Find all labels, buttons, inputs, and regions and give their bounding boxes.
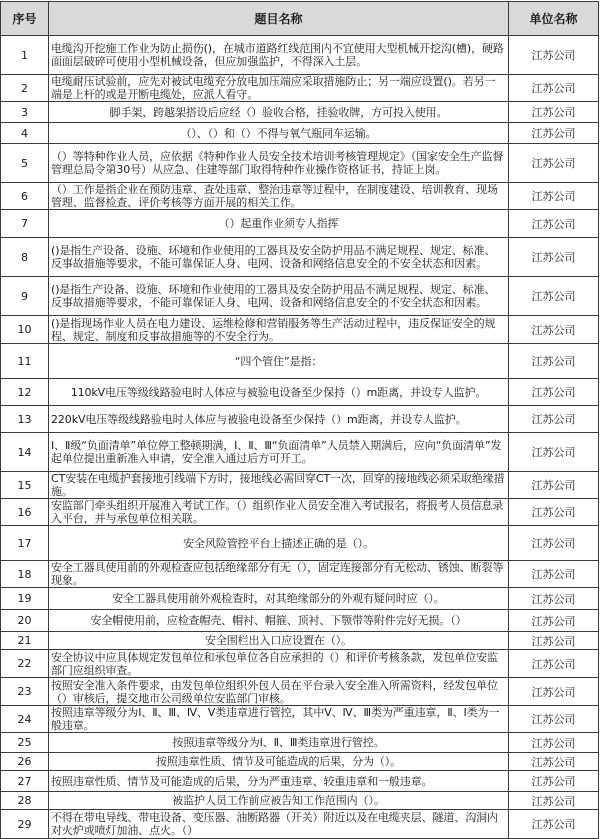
table-row — [1, 316, 599, 344]
row-number: 27 — [1, 771, 49, 792]
row-title: 安全工器具使用前的外观检查应包括绝缘部分有无（），固定连接部分有无松动、锈蚀、断裂等现象。 — [49, 561, 509, 588]
row-unit: 江苏公司 — [509, 75, 599, 102]
row-unit: 江苏公司 — [509, 210, 599, 238]
table-row — [1, 277, 599, 316]
row-number: 11 — [1, 344, 49, 379]
row-number: 24 — [1, 706, 49, 733]
row-title: ()是指现场作业人员在电力建设、运维检修和营销服务等生产活动过程中，违反保证安全的规程、规定、制度和反事故措施等的不安全行为。 — [49, 316, 509, 344]
row-unit: 江苏公司 — [509, 344, 599, 379]
row-unit: 江苏公司 — [509, 753, 599, 771]
row-title: 电缆耐压试验前，应先对被试电缆充分放电加压端应采取措施防止；另一端应设置()。若另一端是上杆的或是开断电缆处，应派人看守。 — [49, 75, 509, 102]
row-number: 14 — [1, 433, 49, 472]
row-number: 9 — [1, 277, 49, 316]
row-title: 安全围栏出入口应设置在（）。 — [49, 632, 509, 650]
table-row — [1, 123, 599, 144]
table-row — [1, 771, 599, 792]
table-row — [1, 183, 599, 210]
row-unit: 江苏公司 — [509, 406, 599, 433]
header-no: 序号 — [1, 2, 49, 36]
row-unit: 江苏公司 — [509, 588, 599, 610]
table-row — [1, 344, 599, 379]
row-number: 3 — [1, 102, 49, 123]
row-title: 按照违章性质、情节及可能造成的后果，分为严重违章、较重违章和一般违章。 — [49, 771, 509, 792]
row-unit: 江苏公司 — [509, 123, 599, 144]
row-unit: 江苏公司 — [509, 183, 599, 210]
row-unit: 江苏公司 — [509, 650, 599, 678]
table-row — [1, 733, 599, 753]
row-title: 脚手架、跨越架搭设后应经（）验收合格，挂验收牌，方可投入使用。 — [49, 102, 509, 123]
row-unit: 江苏公司 — [509, 433, 599, 472]
table-row — [1, 433, 599, 472]
row-title: （）起重作业须专人指挥 — [49, 210, 509, 238]
row-number: 23 — [1, 678, 49, 706]
table-row — [1, 588, 599, 610]
row-number: 19 — [1, 588, 49, 610]
row-title: 按照安全准入条件要求，由发包单位组织外包人员在平台录入安全准入所需资料，经发包单位（）审核后，提交地市公司级单位安监部门审核。 — [49, 678, 509, 706]
row-title: 电缆沟开挖施工作业为防止损伤()，在城市道路红线范围内不宜使用大型机械开挖沟(槽)，硬路面面层破碎可使用小型机械设备，但应加强监护，不得深入土层。 — [49, 36, 509, 75]
row-title: “四个管住”是指： — [49, 344, 509, 379]
table-row — [1, 144, 599, 183]
table-row — [1, 792, 599, 810]
row-title: 安全帽使用前，应检查帽壳、帽衬、帽箍、顶衬、下颚带等附件完好无损。（） — [49, 610, 509, 632]
row-unit: 江苏公司 — [509, 238, 599, 277]
row-title: 按照违章等级分为Ⅰ、Ⅱ、Ⅲ类违章进行管控。 — [49, 733, 509, 753]
row-title: 安全风险管控平台上描述正确的是（）。 — [49, 526, 509, 561]
table-row — [1, 706, 599, 733]
row-title: 安监部门牵头组织开展准入考试工作。（）组织作业人员安全准入考试报名，将报考人员信息录入平台，并与承包单位相关联。 — [49, 499, 509, 526]
table-row — [1, 75, 599, 102]
row-unit: 江苏公司 — [509, 733, 599, 753]
row-unit: 江苏公司 — [509, 36, 599, 75]
row-unit: 江苏公司 — [509, 632, 599, 650]
row-unit: 江苏公司 — [509, 316, 599, 344]
table-row — [1, 499, 599, 526]
table-row — [1, 632, 599, 650]
table-row — [1, 650, 599, 678]
row-number: 20 — [1, 610, 49, 632]
row-title: 110kV电压等级线路验电时人体应与被验电设备至少保持（）m距离，并设专人监护。 — [49, 379, 509, 406]
row-title: ()是指生产设备、设施、环境和作业使用的工器具及安全防护用品不满足规程、规定、标准、反事故措施等要求，不能可靠保证人身、电网、设备和网络信息安全的不安全状态和因素。 — [49, 277, 509, 316]
row-number: 5 — [1, 144, 49, 183]
table-row — [1, 561, 599, 588]
row-unit: 江苏公司 — [509, 610, 599, 632]
row-title: 安全协议中应具体规定发包单位和承包单位各自应承担的（）和评价考核条款，发包单位安监部门应组织审查。 — [49, 650, 509, 678]
row-number: 6 — [1, 183, 49, 210]
row-unit: 江苏公司 — [509, 706, 599, 733]
row-number: 4 — [1, 123, 49, 144]
row-number: 1 — [1, 36, 49, 75]
row-number: 15 — [1, 472, 49, 499]
row-number: 7 — [1, 210, 49, 238]
row-title: 不得在带电导线、带电设备、变压器、油断路器（开关）附近以及在电缆夹层、隧道、沟洞内对火炉或喷灯加油、点火。（） — [49, 810, 509, 839]
header-unit: 单位名称 — [509, 2, 599, 36]
row-title: 安全工器具使用前外观检查时，对其绝缘部分的外观有疑问时应（）。 — [49, 588, 509, 610]
row-number: 29 — [1, 810, 49, 839]
table-row — [1, 526, 599, 561]
table-row — [1, 472, 599, 499]
row-unit: 江苏公司 — [509, 379, 599, 406]
row-title: 按照违章性质、情节及可能造成的后果，分为（）。 — [49, 753, 509, 771]
table-row — [1, 210, 599, 238]
row-title: ()是指生产设备、设施、环境和作业使用的工器具及安全防护用品不满足规程、规定、标准、反事故措施等要求，不能可靠保证人身、电网、设备和网络信息安全的不安全状态和因素。 — [49, 238, 509, 277]
row-unit: 江苏公司 — [509, 499, 599, 526]
row-unit: 江苏公司 — [509, 792, 599, 810]
row-unit: 江苏公司 — [509, 144, 599, 183]
table-row — [1, 610, 599, 632]
row-unit: 江苏公司 — [509, 526, 599, 561]
row-number: 10 — [1, 316, 49, 344]
table-row — [1, 379, 599, 406]
row-number: 17 — [1, 526, 49, 561]
row-title: 按照违章等级分为Ⅰ、Ⅱ、Ⅲ、Ⅳ、Ⅴ类违章进行管控，其中Ⅴ、Ⅳ、Ⅲ类为严重违章，Ⅱ、Ⅰ类为一般违章。 — [49, 706, 509, 733]
row-number: 16 — [1, 499, 49, 526]
row-unit: 江苏公司 — [509, 102, 599, 123]
table-row — [1, 102, 599, 123]
table-row — [1, 406, 599, 433]
row-number: 25 — [1, 733, 49, 753]
row-title: 被监护人员工作前应被告知工作范围内（）。 — [49, 792, 509, 810]
row-title: （）、（）和（）不得与氧气瓶同车运输。 — [49, 123, 509, 144]
row-unit: 江苏公司 — [509, 561, 599, 588]
row-unit: 江苏公司 — [509, 810, 599, 839]
row-unit: 江苏公司 — [509, 771, 599, 792]
row-number: 26 — [1, 753, 49, 771]
table-row — [1, 810, 599, 839]
row-title: （）工作是指企业在预防违章、查处违章、整治违章等过程中，在制度建设、培训教育、现场管理、监督检查、评价考核等方面开展的相关工作。 — [49, 183, 509, 210]
row-unit: 江苏公司 — [509, 472, 599, 499]
table-row — [1, 753, 599, 771]
question-table — [0, 1, 599, 839]
table-header-row — [1, 2, 599, 36]
row-title: CT安装在电缆护套接地引线端下方时，接地线必需回穿CT一次，回穿的接地线必须采取绝缘措施。 — [49, 472, 509, 499]
row-title: 220kV电压等级线路验电时人体应与被验电设备至少保持（）m距离，并设专人监护。 — [49, 406, 509, 433]
row-number: 28 — [1, 792, 49, 810]
row-number: 2 — [1, 75, 49, 102]
header-title: 题目名称 — [49, 2, 509, 36]
row-number: 21 — [1, 632, 49, 650]
table-row — [1, 678, 599, 706]
row-title: （）等特种作业人员，应依据《特种作业人员安全技术培训考核管理规定》（国家安全生产监督管理总局令第30号）从应急、住建等部门取得特种作业操作资格证书，持证上岗。 — [49, 144, 509, 183]
row-number: 8 — [1, 238, 49, 277]
row-unit: 江苏公司 — [509, 678, 599, 706]
row-title: Ⅰ、Ⅱ级“负面清单”单位停工整顿期满，Ⅰ、Ⅱ、Ⅲ“负面清单”人员禁入期满后，应向“负面清单”发起单位提出重新准入申请，安全准入通过后方可开工。 — [49, 433, 509, 472]
table-body — [1, 36, 599, 839]
row-unit: 江苏公司 — [509, 277, 599, 316]
row-number: 12 — [1, 379, 49, 406]
row-number: 22 — [1, 650, 49, 678]
row-number: 18 — [1, 561, 49, 588]
table-row — [1, 36, 599, 75]
table-row — [1, 238, 599, 277]
row-number: 13 — [1, 406, 49, 433]
